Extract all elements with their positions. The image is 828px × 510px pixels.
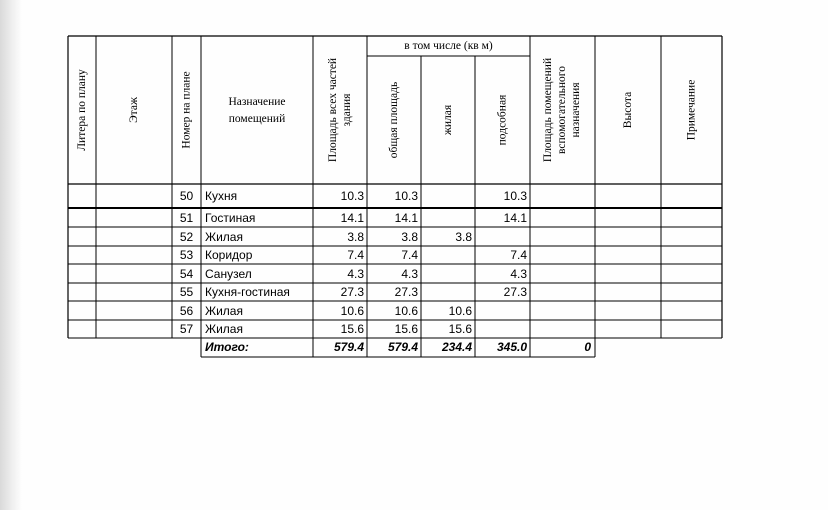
area-general: 7.4 [401, 248, 418, 262]
area-general: 10.3 [394, 189, 418, 203]
area-living: 15.6 [448, 322, 472, 336]
totals-label: Итого: [205, 340, 249, 354]
room-number: 52 [179, 230, 194, 244]
area-total: 3.8 [347, 230, 364, 244]
area-general: 3.8 [401, 230, 418, 244]
table-row [68, 184, 722, 208]
room-number: 51 [179, 211, 194, 225]
room-name: Коридор [205, 248, 253, 262]
room-name: Кухня-гостиная [205, 285, 290, 299]
area-total: 7.4 [347, 248, 364, 262]
area-general: 15.6 [394, 322, 418, 336]
room-name: Жилая [205, 304, 243, 318]
header-nomer: Номер на плане [180, 71, 193, 149]
header-litera: Литера по плану [76, 69, 88, 151]
room-number: 50 [179, 189, 194, 203]
room-name: Кухня [205, 189, 238, 203]
header-obshchaya: общая площадь [388, 81, 400, 159]
table-row [68, 283, 722, 301]
table-row [68, 246, 722, 264]
room-number: 57 [179, 322, 194, 336]
area-aux: 27.3 [503, 285, 527, 299]
table-row [68, 264, 722, 283]
area-total: 15.6 [340, 322, 364, 336]
room-name: Санузел [205, 267, 252, 281]
totals-total: 579.4 [333, 340, 364, 354]
table-row [68, 227, 722, 246]
header-vysota: Высота [622, 91, 634, 129]
area-general: 4.3 [401, 267, 418, 281]
header-vspom: Площадь помещений вспомогательного назначения [542, 57, 583, 163]
area-total: 4.3 [347, 267, 364, 281]
header-naznachenie: Назначение помещений [228, 96, 286, 125]
room-number: 53 [179, 248, 194, 262]
header-v-tom-chisle: в том числе (кв м) [404, 40, 493, 52]
area-aux: 10.3 [503, 189, 527, 203]
room-name: Гостиная [205, 211, 256, 225]
area-living: 3.8 [455, 230, 472, 244]
room-name: Жилая [205, 230, 243, 244]
area-total: 14.1 [340, 211, 364, 225]
totals-living: 234.4 [441, 340, 472, 354]
table-row [68, 320, 722, 338]
totals-aux: 345.0 [496, 340, 527, 354]
page-edge-shadow [0, 0, 22, 510]
area-general: 27.3 [394, 285, 418, 299]
area-total: 10.6 [340, 304, 364, 318]
header-podsobnaya: подсобная [496, 94, 509, 146]
header-ploshad-vsekh: Площадь всех частей здания [327, 57, 353, 163]
area-aux: 14.1 [503, 211, 527, 225]
room-number: 56 [179, 304, 194, 318]
area-total: 27.3 [340, 285, 364, 299]
header-etazh: Этаж [128, 97, 140, 123]
totals-vspom: 0 [584, 340, 591, 354]
area-general: 14.1 [394, 211, 418, 225]
header-zhilaya: жилая [441, 104, 454, 136]
room-name: Жилая [205, 322, 243, 336]
area-aux: 7.4 [510, 248, 527, 262]
table-row [68, 208, 722, 227]
room-number: 55 [179, 285, 194, 299]
area-living: 10.6 [448, 304, 472, 318]
table-row [68, 301, 722, 320]
area-total: 10.3 [340, 189, 364, 203]
area-general: 10.6 [394, 304, 418, 318]
room-number: 54 [179, 267, 194, 281]
area-aux: 4.3 [510, 267, 527, 281]
totals-general: 579.4 [387, 340, 418, 354]
header-primechanie: Примечание [685, 79, 698, 141]
